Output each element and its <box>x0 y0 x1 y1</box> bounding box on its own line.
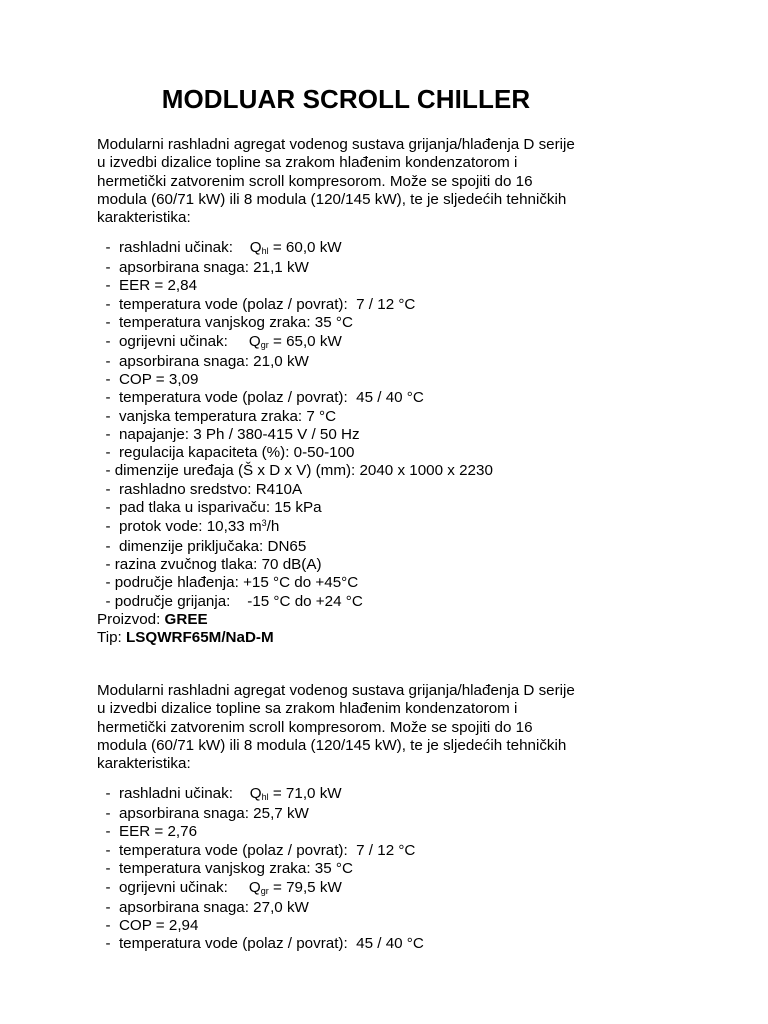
spec-item <box>97 238 717 259</box>
spec-item <box>97 935 717 953</box>
spec-text: ogrijevni učinak: Q <box>118 879 261 897</box>
bullet-dash: - <box>97 425 119 443</box>
spec-item <box>97 353 717 371</box>
bullet-dash: - <box>97 258 119 276</box>
spec-item <box>97 408 717 426</box>
section-intro: Modularni rashladni agregat vodenog sustava grijanja/hlađenja D serije u izvedbi dizalice topline sa zrakom hlađenim kondenzatorom i hermetički zatvorenim scroll kompresorom. Može se spojiti do 16 modula (60/71 kW) ili 8 modula (120/145 kW), te je sljedećih tehničkih karakteristika: <box>97 136 575 227</box>
spec-list <box>97 238 717 611</box>
spec-text: rashladni učinak: Q <box>118 239 262 257</box>
bullet-dash: - <box>97 785 119 803</box>
spec-item <box>97 517 717 538</box>
spec-text: rashladni učinak: Q <box>118 785 262 803</box>
spec-text: rashladno sredstvo: R410A <box>118 480 303 498</box>
spec-item <box>97 899 717 917</box>
bullet-dash: - <box>97 935 119 953</box>
spec-text: temperatura vode (polaz / povrat): 45 / 40 °C <box>118 935 424 953</box>
chiller-section-2 <box>97 682 717 954</box>
product-line <box>97 611 717 629</box>
spec-text: regulacija kapaciteta (%): 0-50-100 <box>118 444 355 462</box>
spec-text: napajanje: 3 Ph / 380-415 V / 50 Hz <box>118 425 360 443</box>
spec-text: područje hlađenja: +15 °C do +45°C <box>114 574 359 592</box>
spec-value: = 71,0 kW <box>268 785 342 803</box>
bullet-dash: - <box>97 823 119 841</box>
bullet-dash: - <box>97 556 115 574</box>
spec-text: apsorbirana snaga: 25,7 kW <box>118 804 309 822</box>
bullet-dash: - <box>97 352 119 370</box>
spec-text: dimenzije uređaja (Š x D x V) (mm): 2040 x 1000 x 2230 <box>114 462 493 480</box>
spec-superscript: 3 <box>261 518 267 529</box>
bullet-dash: - <box>97 574 115 592</box>
spec-item <box>97 574 717 592</box>
bullet-dash: - <box>97 592 115 610</box>
spec-item <box>97 259 717 277</box>
spec-item <box>97 499 717 517</box>
spec-text: razina zvučnog tlaka: 70 dB(A) <box>114 556 322 574</box>
spec-text: temperatura vode (polaz / povrat): 7 / 12 °C <box>118 295 416 313</box>
bullet-dash: - <box>97 295 119 313</box>
spec-text: EER = 2,84 <box>118 277 198 295</box>
spec-item <box>97 538 717 556</box>
spec-text: temperatura vode (polaz / povrat): 7 / 12 °C <box>118 841 416 859</box>
spec-item <box>97 860 717 878</box>
spec-text: dimenzije priključaka: DN65 <box>118 537 307 555</box>
bullet-dash: - <box>97 859 119 877</box>
spec-subscript: gr <box>260 340 269 351</box>
spec-value: = 65,0 kW <box>268 333 342 351</box>
bullet-dash: - <box>97 537 119 555</box>
spec-text: apsorbirana snaga: 27,0 kW <box>118 898 309 916</box>
spec-item <box>97 481 717 499</box>
spec-value: /h <box>266 518 280 536</box>
spec-item <box>97 462 717 480</box>
spec-list <box>97 784 717 953</box>
bullet-dash: - <box>97 916 119 934</box>
document-title: MODLUAR SCROLL CHILLER <box>161 84 531 114</box>
spec-item <box>97 823 717 841</box>
spec-item <box>97 784 717 805</box>
spec-text: pad tlaka u isparivaču: 15 kPa <box>118 499 322 517</box>
bullet-dash: - <box>97 239 119 257</box>
spec-item <box>97 805 717 823</box>
spec-item <box>97 842 717 860</box>
spec-text: EER = 2,76 <box>118 823 198 841</box>
chiller-section-1 <box>97 136 717 648</box>
bullet-dash: - <box>97 313 119 331</box>
bullet-dash: - <box>97 879 119 897</box>
bullet-dash: - <box>97 462 115 480</box>
spec-item <box>97 917 717 935</box>
bullet-dash: - <box>97 518 119 536</box>
section-intro: Modularni rashladni agregat vodenog sustava grijanja/hlađenja D serije u izvedbi dizalice topline sa zrakom hlađenim kondenzatorom i hermetički zatvorenim scroll kompresorom. Može se spojiti do 16 modula (60/71 kW) ili 8 modula (120/145 kW), te je sljedećih tehničkih karakteristika: <box>97 682 575 773</box>
spec-text: temperatura vode (polaz / povrat): 45 / 40 °C <box>118 389 424 407</box>
spec-text: apsorbirana snaga: 21,1 kW <box>118 258 309 276</box>
type-label: Tip: <box>97 629 126 647</box>
spec-item <box>97 556 717 574</box>
spec-subscript: hl <box>261 792 269 803</box>
spec-item <box>97 593 717 611</box>
spec-item <box>97 426 717 444</box>
bullet-dash: - <box>97 841 119 859</box>
spec-text: područje grijanja: -15 °C do +24 °C <box>114 592 363 610</box>
spec-item <box>97 878 717 899</box>
spec-text: COP = 2,94 <box>118 916 199 934</box>
product-value: GREE <box>164 611 208 629</box>
spec-text: protok vode: 10,33 m <box>118 518 262 536</box>
spec-text: ogrijevni učinak: Q <box>118 333 261 351</box>
bullet-dash: - <box>97 389 119 407</box>
spec-subscript: gr <box>260 886 269 897</box>
bullet-dash: - <box>97 804 119 822</box>
type-value: LSQWRF65M/NaD-M <box>125 629 274 647</box>
product-label: Proizvod: <box>97 611 165 629</box>
spec-item <box>97 314 717 332</box>
spec-item <box>97 296 717 314</box>
bullet-dash: - <box>97 370 119 388</box>
bullet-dash: - <box>97 333 119 351</box>
spec-item <box>97 332 717 353</box>
bullet-dash: - <box>97 480 119 498</box>
bullet-dash: - <box>97 499 119 517</box>
spec-item <box>97 444 717 462</box>
spec-value: = 60,0 kW <box>268 239 342 257</box>
bullet-dash: - <box>97 444 119 462</box>
spec-text: COP = 3,09 <box>118 370 199 388</box>
bullet-dash: - <box>97 407 119 425</box>
spec-value: = 79,5 kW <box>268 879 342 897</box>
spec-subscript: hl <box>261 246 269 257</box>
spec-item <box>97 371 717 389</box>
spec-text: apsorbirana snaga: 21,0 kW <box>118 352 309 370</box>
bullet-dash: - <box>97 277 119 295</box>
spec-text: temperatura vanjskog zraka: 35 °C <box>118 313 353 331</box>
type-line <box>97 629 717 647</box>
bullet-dash: - <box>97 898 119 916</box>
spec-item <box>97 389 717 407</box>
spec-text: temperatura vanjskog zraka: 35 °C <box>118 859 353 877</box>
spec-item <box>97 277 717 295</box>
spec-text: vanjska temperatura zraka: 7 °C <box>118 407 337 425</box>
